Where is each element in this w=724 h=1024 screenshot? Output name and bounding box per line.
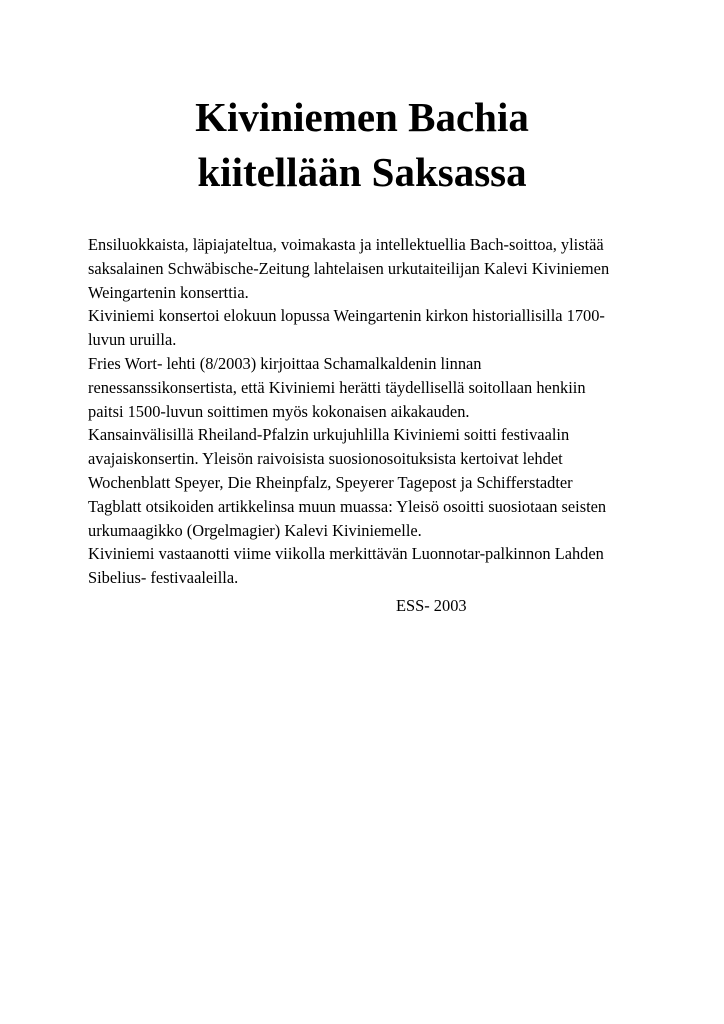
body-line: Sibelius- festivaaleilla. [88, 568, 239, 588]
body-line: Kiviniemi vastaanotti viime viikolla merkittävän Luonnotar-palkinnon Lahden [88, 544, 604, 564]
body-line: Weingartenin konserttia. [88, 282, 249, 302]
body-line: Ensiluokkaista, läpiajateltua, voimakasta ja intellektuellia Bach-soittoa, ylistää [88, 235, 604, 254]
body-line: luvun uruilla. [88, 330, 177, 350]
title-line-2: kiitellään Saksassa [197, 149, 527, 195]
body-line: Wochenblatt Speyer, Die Rheinpfalz, Speyerer Tagepost ja Schifferstadter [88, 472, 573, 492]
body-line: Kiviniemi konsertoi elokuun lopussa Weingartenin kirkon historiallisilla 1700- [88, 306, 605, 326]
body-line: urkumaagikko (Orgelmagier) Kalevi Kiviniemelle. [88, 520, 422, 540]
body-line: renessanssikonsertista, että Kiviniemi herätti täydellisellä soitollaan henkiin [88, 377, 586, 397]
signature: ESS- 2003 [396, 596, 467, 615]
body-line: Fries Wort- lehti (8/2003) kirjoittaa Schamalkaldenin linnan [88, 353, 482, 373]
body-line: Tagblatt otsikoiden artikkelinsa muun muassa: Yleisö osoitti suosiotaan seisten [88, 496, 607, 516]
page-title [0, 90, 724, 200]
body-line: avajaiskonsertin. Yleisön raivoisista suosionosoituksista kertoivat lehdet [88, 449, 563, 469]
body-line: Kansainvälisillä Rheiland-Pfalzin urkujuhlilla Kiviniemi soitti festivaalin [88, 425, 570, 445]
body-line: paitsi 1500-luvun soittimen myös kokonaisen aikakauden. [88, 401, 470, 421]
article-body [88, 233, 648, 590]
title-line-1: Kiviniemen Bachia [195, 94, 529, 140]
body-line: saksalainen Schwäbische-Zeitung lahtelaisen urkutaiteilijan Kalevi Kiviniemen [88, 258, 610, 278]
